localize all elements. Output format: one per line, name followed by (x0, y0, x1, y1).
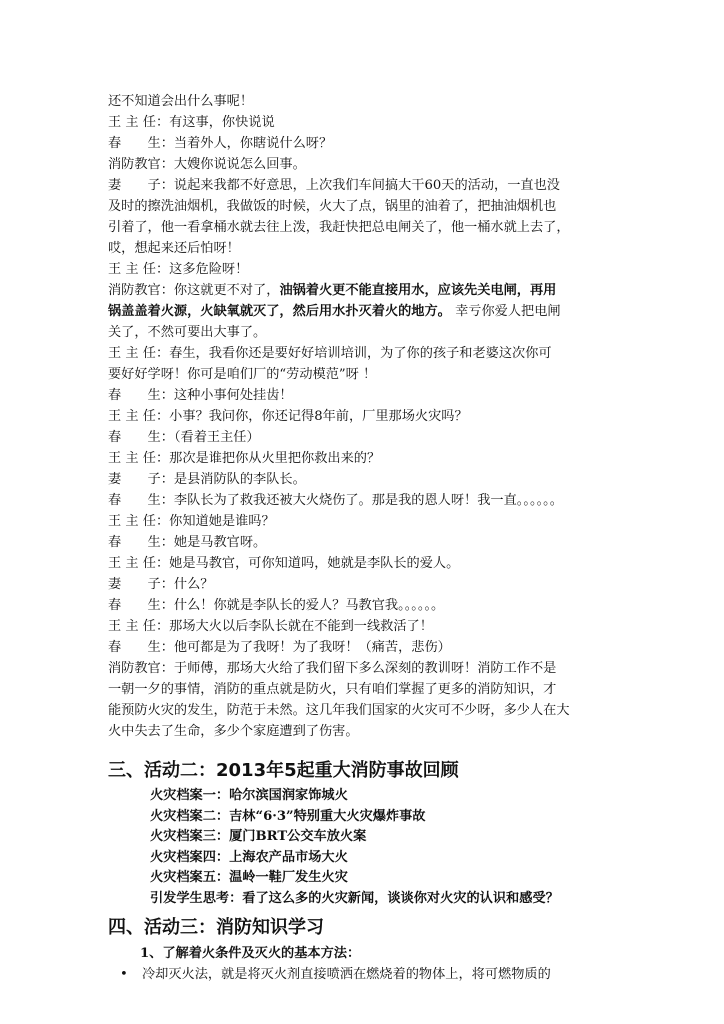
subsection-title: 1、了解着火条件及灭火的基本方法： (140, 946, 361, 961)
dialogue-line (108, 343, 616, 364)
dialogue-line (108, 532, 616, 553)
fire-case-item: 火灾档案五：温岭一鞋厂发生火灾 (150, 870, 348, 885)
fire-case-item: 火灾档案三：厦门BRT公交车放火案 (150, 829, 367, 844)
bullet-text: 冷却灭火法，就是将灭火剂直接喷洒在燃烧着的物体上，将可燃物质的 (142, 967, 551, 982)
text-segment: 春 生：她是马教官呀。 (108, 535, 267, 550)
dialogue-line (108, 574, 616, 595)
text-segment: 一朝一夕的事情，消防的重点就是防火，只有咱们掌握了更多的消防知识，才 (108, 682, 557, 697)
text-segment: 春 生：（看着王主任） (108, 430, 260, 445)
text-segment: 妻 子：说起来我都不好意思，上次我们车间搞大干60天的活动，一直也没 (108, 178, 560, 193)
text-segment: 王 主 任：那次是谁把你从火里把你救出来的？ (108, 451, 381, 466)
fire-case-item: 火灾档案一：哈尔滨国润家饰城火 (150, 788, 348, 803)
text-segment: 春 生：当着外人，你瞎说什么呀？ (108, 136, 333, 151)
text-segment: 妻 子：是县消防队的李队长。 (108, 472, 306, 487)
dialogue-block (108, 91, 616, 742)
dialogue-line (108, 154, 616, 175)
dialogue-line (108, 679, 616, 700)
text-segment: 哎，想起来还后怕呀！ (108, 241, 240, 256)
fire-case-list (108, 786, 616, 909)
dialogue-line (108, 637, 616, 658)
bullet-dot-icon: • (120, 967, 128, 982)
text-segment: 王 主 任：她是马教官，可你知道吗，她就是李队长的爱人。 (108, 556, 460, 571)
dialogue-line (108, 322, 616, 343)
dialogue-line (108, 301, 616, 322)
dialogue-line (108, 700, 616, 721)
dialogue-line (108, 175, 616, 196)
text-segment: 王 主 任：春生，我看你还是要好好培训培训，为了你的孩子和老婆这次你可 (108, 346, 552, 361)
dialogue-line (108, 469, 616, 490)
dialogue-line (108, 217, 616, 238)
dialogue-line (108, 490, 616, 511)
text-segment: 王 主 任：小事？我问你，你还记得8年前，厂里那场火灾吗？ (108, 409, 468, 424)
dialogue-line (108, 427, 616, 448)
text-segment: 关了，不然可要出大事了。 (108, 325, 267, 340)
text-segment: 王 主 任：这多危险呀！ (108, 262, 249, 277)
text-segment: 王 主 任：你知道她是谁吗？ (108, 514, 275, 529)
bold-text: 锅盖盖着火源，火缺氧就灭了，然后用水扑灭着火的地方。 (108, 304, 451, 319)
text-segment: 妻 子：什么？ (108, 577, 214, 592)
dialogue-line (108, 259, 616, 280)
dialogue-line (108, 385, 616, 406)
text-segment: 要好好学呀！你可是咱们厂的“劳动模范”呀 ！ (108, 367, 377, 382)
dialogue-line (108, 238, 616, 259)
dialogue-line (108, 364, 616, 385)
text-segment: 春 生：李队长为了救我还被大火烧伤了。那是我的恩人呀！我一直。。。。。。 (108, 493, 563, 508)
dialogue-line (108, 112, 616, 133)
fire-case-item: 火灾档案四：上海农产品市场大火 (150, 849, 348, 865)
dialogue-line (108, 616, 616, 637)
text-segment: 消防教官：大嫂你说说怎么回事。 (108, 157, 306, 172)
dialogue-line (108, 91, 616, 112)
text-segment: 春 生：这种小事何处挂齿！ (108, 388, 293, 403)
section-3-heading: 三、活动二：2013年5起重大消防事故回顾 (108, 760, 459, 781)
text-segment: 春 生：他可都是为了我呀！为了我呀！（痛苦，悲伤） (108, 640, 451, 655)
dialogue-line (108, 721, 616, 742)
dialogue-line (108, 133, 616, 154)
fire-case-item: 火灾档案二：吉林“6·3”特别重大火灾爆炸事故 (150, 808, 426, 824)
document-page (108, 91, 616, 985)
dialogue-line (108, 595, 616, 616)
dialogue-line (108, 511, 616, 532)
section-4-heading: 四、活动三：消防知识学习 (108, 917, 324, 938)
text-segment: 能预防火灾的发生，防范于未然。这几年我们国家的火灾可不少呀，多少人在大 (108, 703, 570, 718)
text-segment: 幸亏你爱人把电闸 (450, 304, 561, 319)
text-segment: 消防教官：你这就更不对了， (108, 283, 280, 298)
text-segment: 王 主 任：那场大火以后李队长就在不能到一线救活了！ (108, 619, 433, 634)
discussion-prompt: 引发学生思考：看了这么多的火灾新闻，谈谈你对火灾的认识和感受？ (150, 890, 559, 906)
text-segment: 火中失去了生命，多少个家庭遭到了伤害。 (108, 724, 359, 739)
text-segment: 春 生：什么！你就是李队长的爱人？马教官我。。。。。。 (108, 598, 445, 613)
text-segment: 及时的擦洗油烟机，我做饭的时候，火大了点，锅里的油着了，把抽油烟机也 (108, 199, 557, 214)
dialogue-line (108, 658, 616, 679)
text-segment: 消防教官：于师傅，那场大火给了我们留下多么深刻的教训呀！消防工作不是 (108, 661, 557, 676)
text-segment: 引着了，他一看拿桶水就去往上泼，我赶快把总电闸关了，他一桶水就上去了， (108, 220, 570, 235)
bullet-item (108, 964, 616, 985)
dialogue-line (108, 196, 616, 217)
bold-text: 油锅着火更不能直接用水，应该先关电闸，再用 (279, 283, 557, 298)
text-segment: 王 主 任：有这事，你快说说 (108, 115, 275, 130)
dialogue-line (108, 448, 616, 469)
dialogue-line (108, 553, 616, 574)
dialogue-line (108, 280, 616, 301)
dialogue-line (108, 406, 616, 427)
text-segment: 还不知道会出什么事呢！ (108, 94, 254, 109)
